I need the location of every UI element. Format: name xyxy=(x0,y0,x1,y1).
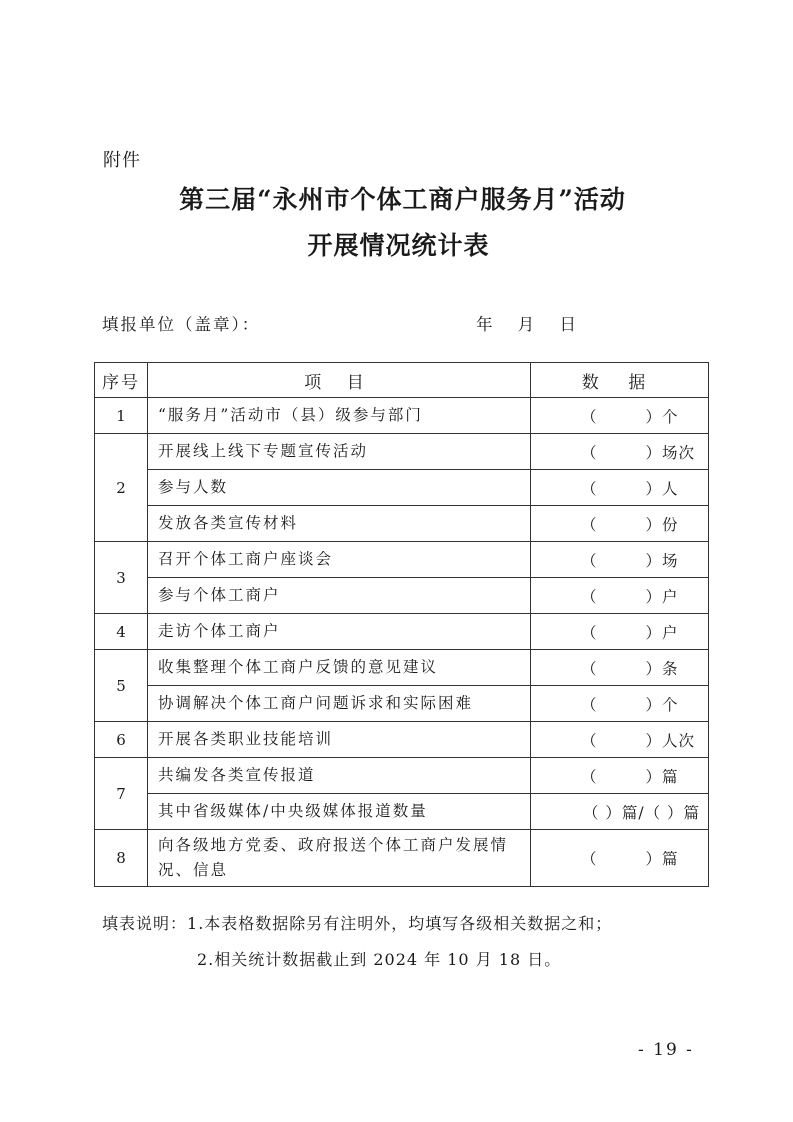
statistics-table xyxy=(94,362,709,887)
row-seq-number: 3 xyxy=(95,542,148,614)
unit-label: 条 xyxy=(662,659,679,678)
row-data-field[interactable] xyxy=(531,758,709,794)
unit-label: 篇 xyxy=(662,767,679,786)
row-seq-number: 2 xyxy=(95,434,148,542)
unit-label: 份 xyxy=(662,515,679,534)
row-item: 参与人数 xyxy=(148,470,531,506)
close-paren: ） xyxy=(645,659,662,678)
header-data: 数 据 xyxy=(531,363,709,398)
row-data-field[interactable] xyxy=(531,398,709,434)
fill-unit-label: 填报单位（盖章）： xyxy=(102,315,261,334)
open-paren: （ xyxy=(580,443,598,462)
close-paren: ） xyxy=(645,731,662,750)
document-title-line-2: 开展情况统计表 xyxy=(307,231,490,260)
table-body xyxy=(95,398,709,887)
table-row xyxy=(95,722,709,758)
page-number: - 19 - xyxy=(638,1040,694,1060)
row-item: 协调解决个体工商户问题诉求和实际困难 xyxy=(148,686,531,722)
close-paren: ） xyxy=(645,623,662,642)
row-item: 收集整理个体工商户反馈的意见建议 xyxy=(148,650,531,686)
table-row xyxy=(95,542,709,578)
open-paren: （ xyxy=(580,731,598,750)
fill-date xyxy=(476,311,596,335)
open-paren: （ xyxy=(580,659,598,678)
close-paren: ） xyxy=(645,443,662,462)
row-data-field[interactable] xyxy=(531,722,709,758)
attachment-label: 附件 xyxy=(103,150,141,171)
unit-label: 人 xyxy=(662,479,679,498)
note-2: 2.相关统计数据截止到 2024 年 10 月 18 日。 xyxy=(197,950,562,969)
row-data-field[interactable] xyxy=(531,830,709,887)
open-paren: （ xyxy=(580,623,598,642)
row-item: “服务月”活动市（县）级参与部门 xyxy=(148,398,531,434)
unit-label: 户 xyxy=(662,587,679,606)
close-paren: ） xyxy=(645,515,662,534)
table-row xyxy=(95,470,709,506)
close-paren: ） xyxy=(645,407,662,426)
row-item: 其中省级媒体/中央级媒体报道数量 xyxy=(148,794,531,830)
unit-label: 人次 xyxy=(662,731,696,750)
open-paren: （ xyxy=(580,695,598,714)
table-row xyxy=(95,686,709,722)
row-seq-number: 8 xyxy=(95,830,148,887)
table-row xyxy=(95,578,709,614)
close-paren: ） xyxy=(645,587,662,606)
row-item: 走访个体工商户 xyxy=(148,614,531,650)
row-data-field[interactable] xyxy=(531,542,709,578)
close-paren: ） xyxy=(645,695,662,714)
day-label: 日 xyxy=(559,315,576,334)
header-item: 项 目 xyxy=(148,363,531,398)
table-row xyxy=(95,650,709,686)
unit-label: 篇 xyxy=(662,850,679,868)
row-item: 向各级地方党委、政府报送个体工商户发展情况、信息 xyxy=(148,830,531,887)
row-seq-number: 4 xyxy=(95,614,148,650)
close-paren: ） xyxy=(645,479,662,498)
unit-label: 个 xyxy=(662,695,679,714)
table-row xyxy=(95,506,709,542)
open-paren: （ xyxy=(580,407,598,426)
row-seq-number: 6 xyxy=(95,722,148,758)
header-seq: 序号 xyxy=(95,363,148,398)
open-paren: （ xyxy=(580,479,598,498)
row-data-field[interactable] xyxy=(531,470,709,506)
row-item: 发放各类宣传材料 xyxy=(148,506,531,542)
month-label: 月 xyxy=(517,315,535,334)
close-paren: ） xyxy=(645,551,662,570)
document-title-line-1: 第三届“永州市个体工商户服务月”活动 xyxy=(179,185,626,214)
table-row xyxy=(95,794,709,830)
note-1: 1.本表格数据除另有注明外，均填写各级相关数据之和； xyxy=(187,914,613,933)
row-item: 共编发各类宣传报道 xyxy=(148,758,531,794)
row-data-field[interactable] xyxy=(531,578,709,614)
row-item: 开展线上线下专题宣传活动 xyxy=(148,434,531,470)
table-row xyxy=(95,434,709,470)
row-item: 开展各类职业技能培训 xyxy=(148,722,531,758)
row-seq-number: 5 xyxy=(95,650,148,722)
year-label: 年 xyxy=(476,315,493,334)
row-data-field[interactable] xyxy=(531,434,709,470)
row-data-field[interactable] xyxy=(531,794,709,830)
filling-notes xyxy=(102,906,612,978)
row-item: 参与个体工商户 xyxy=(148,578,531,614)
unit-label: 个 xyxy=(662,407,679,426)
row-item: 召开个体工商户座谈会 xyxy=(148,542,531,578)
close-paren: ） xyxy=(645,850,662,868)
data-field-text: （ ）篇/（ ）篇 xyxy=(582,803,700,822)
table-row xyxy=(95,758,709,794)
notes-label: 填表说明： xyxy=(102,914,188,933)
row-data-field[interactable] xyxy=(531,506,709,542)
row-seq-number: 7 xyxy=(95,758,148,830)
table-row xyxy=(95,830,709,887)
row-data-field[interactable] xyxy=(531,650,709,686)
unit-label: 场次 xyxy=(662,443,696,462)
table-row xyxy=(95,614,709,650)
open-paren: （ xyxy=(580,850,598,868)
table-row xyxy=(95,398,709,434)
open-paren: （ xyxy=(580,551,598,570)
open-paren: （ xyxy=(580,767,598,786)
row-data-field[interactable] xyxy=(531,686,709,722)
close-paren: ） xyxy=(645,767,662,786)
open-paren: （ xyxy=(580,515,598,534)
unit-label: 场 xyxy=(662,551,679,570)
row-seq-number: 1 xyxy=(95,398,148,434)
row-data-field[interactable] xyxy=(531,614,709,650)
unit-label: 户 xyxy=(662,623,679,642)
open-paren: （ xyxy=(580,587,598,606)
table-header-row xyxy=(95,363,709,398)
